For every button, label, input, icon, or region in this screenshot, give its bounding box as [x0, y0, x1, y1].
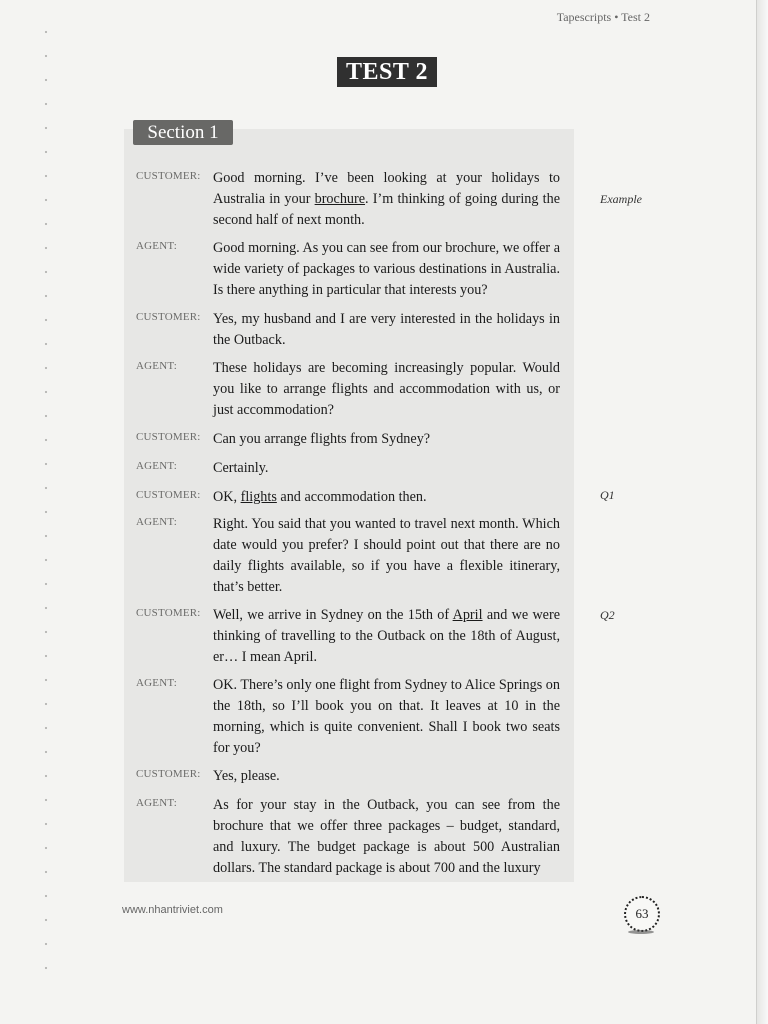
speaker-label: CUSTOMER:	[136, 311, 201, 323]
page-number-shadow	[628, 930, 654, 934]
speech-text: OK. There’s only one flight from Sydney to Alice Springs on the 18th, so I’ll book you on that. It leaves at 10 in the morning, which is quite convenient. Shall I book two seats for you?	[213, 677, 560, 756]
margin-note-example: Example	[600, 192, 642, 206]
running-head: Tapescripts • Test 2	[556, 10, 650, 24]
speaker-label: AGENT:	[136, 677, 177, 689]
dialogue-turn	[136, 238, 566, 301]
dialogue-turn	[136, 487, 566, 508]
speech-text: As for your stay in the Outback, you can see from the brochure that we offer three packages – budget, standard, and luxury. The budget package is about 500 Australian dollars. The standard package is about 700 and the luxury	[213, 797, 560, 876]
speaker-label: CUSTOMER:	[136, 431, 201, 443]
margin-note-q1: Q1	[600, 488, 615, 502]
speech-text: Yes, my husband and I are very interested in the holidays in the Outback.	[213, 311, 560, 348]
dialogue-turn	[136, 514, 566, 598]
speech-text: OK, flights and accommodation then.	[213, 489, 427, 505]
underlined-answer: flights	[240, 489, 277, 505]
speaker-label: CUSTOMER:	[136, 489, 201, 501]
dialogue-turn	[136, 605, 566, 668]
speaker-label: AGENT:	[136, 516, 177, 528]
speaker-label: AGENT:	[136, 460, 177, 472]
speaker-label: CUSTOMER:	[136, 607, 201, 619]
speaker-label: AGENT:	[136, 360, 177, 372]
speech-text: Yes, please.	[213, 768, 280, 784]
section-title: Section 1	[133, 120, 233, 145]
dialogue-turn	[136, 675, 566, 759]
dialogue-turn	[136, 795, 566, 879]
speech-text: These holidays are becoming increasingly popular. Would you like to arrange flights and accommodation with us, or just accommodation?	[213, 360, 560, 418]
speaker-label: AGENT:	[136, 240, 177, 252]
margin-note-q2: Q2	[600, 608, 615, 622]
underlined-answer: brochure	[314, 191, 366, 207]
footer-url: www.nhantriviet.com	[122, 904, 223, 916]
speech-text: Certainly.	[213, 460, 269, 476]
dialogue-turn	[136, 458, 566, 479]
speech-text: Good morning. I’ve been looking at your holidays to Australia in your brochure. I’m thinking of going during the second half of next month.	[213, 170, 560, 228]
test-title: TEST 2	[337, 57, 437, 87]
speech-text: Well, we arrive in Sydney on the 15th of April and we were thinking of travelling to the Outback on the 18th of August, er… I mean April.	[213, 607, 561, 665]
speech-text: Right. You said that you wanted to travel next month. Which date would you prefer? I should point out that there are no daily flights available, so if you have a flexible itinerary, that’s better.	[213, 516, 560, 595]
dialogue-turn	[136, 429, 566, 450]
speaker-label: CUSTOMER:	[136, 170, 201, 182]
dialogue-turn	[136, 168, 566, 231]
dialogue-turn	[136, 766, 566, 787]
speaker-label: CUSTOMER:	[136, 768, 201, 780]
page-number: 63	[624, 896, 660, 932]
speaker-label: AGENT:	[136, 797, 177, 809]
dialogue-turn	[136, 358, 566, 421]
underlined-answer: April	[452, 607, 483, 623]
speech-text: Good morning. As you can see from our brochure, we offer a wide variety of packages to various destinations in Australia. Is there anything in particular that interests you?	[213, 240, 560, 298]
dialogue-turn	[136, 309, 566, 351]
speech-text: Can you arrange flights from Sydney?	[213, 431, 431, 447]
